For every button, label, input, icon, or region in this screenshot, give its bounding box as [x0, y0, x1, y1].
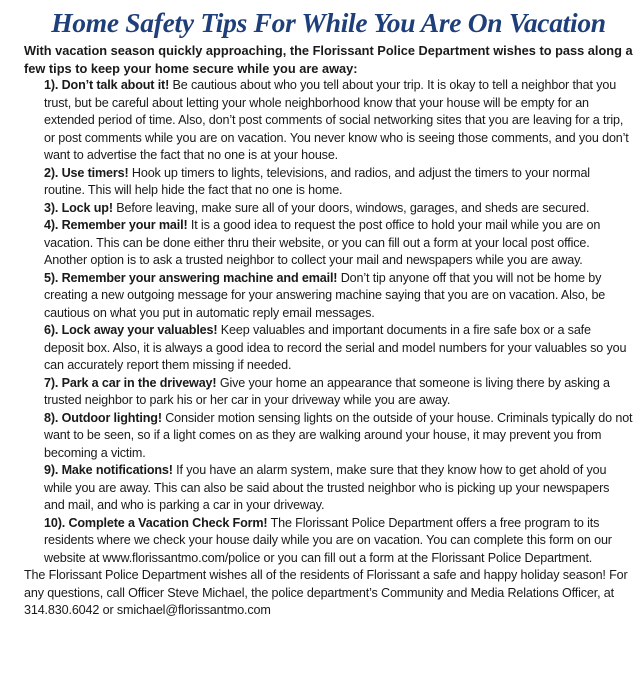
tip-item-7: [44, 375, 633, 410]
page-title: Home Safety Tips For While You Are On Vacation: [51, 7, 606, 38]
tip-item-9: [44, 462, 633, 515]
tip-item-10: [44, 515, 633, 568]
tip-heading: 4). Remember your mail!: [44, 218, 188, 232]
tip-body: Consider motion sensing lights on the outside of your house. Criminals typically do not want to be seen, so if a light comes on as they are walking around your house, it may prevent you from becoming a victim.: [44, 410, 633, 460]
tip-heading: 9). Make notifications!: [44, 463, 173, 477]
tip-item-3: [44, 200, 633, 218]
tip-heading: 3). Lock up!: [44, 200, 113, 215]
tip-heading: 10). Complete a Vacation Check Form!: [44, 515, 268, 530]
tip-heading: 8). Outdoor lighting!: [44, 410, 162, 425]
tip-body: Give your home an appearance that someone is living there by asking a trusted neighbor to park his or her car in your driveway while you are away.: [44, 375, 610, 407]
tip-item-4: [44, 217, 633, 270]
tip-item-5: [44, 270, 633, 323]
tips-list: [24, 77, 633, 567]
tip-body: If you have an alarm system, make sure that they know how to get ahold of you while you are away. This can also be said about the trusted neighbor who is picking up your newspapers and mail, and who is parking a car in your driveway.: [44, 463, 610, 512]
tip-item-2: [44, 165, 633, 200]
tip-body: It is a good idea to request the post office to hold your mail while you are on vacation. This can be done either thru their website, or you can fill out a form at your local post office. Another option is to ask a trusted neighbor to collect your mail and newspapers while you are away.: [44, 218, 601, 267]
tip-heading: 6). Lock away your valuables!: [44, 323, 218, 337]
tip-item-1: [44, 77, 633, 165]
tip-heading: 7). Park a car in the driveway!: [44, 375, 217, 390]
tip-item-8: [44, 410, 633, 463]
tip-item-6: [44, 322, 633, 375]
tip-body: Be cautious about who you tell about your trip. It is okay to tell a neighbor that you trust, but be careful about letting your whole neighborhood know that your house will be empty for an extended period of time. Also, don’t post comments of social networking sites that you are leaving for a trip, or post comments while you are on vacation. You never know who is seeing those comments, and you don’t want to advertise the fact that no one is at your house.: [44, 78, 629, 162]
tip-heading: 1). Don’t talk about it!: [44, 78, 170, 92]
tip-heading: 2). Use timers!: [44, 165, 129, 180]
closing-paragraph: The Florissant Police Department wishes all of the residents of Florissant a safe and happy holiday season! For any questions, call Officer Steve Michael, the police department’s Community and Media Relations Officer, at 314.830.6042 or smichael@florissantmo.com: [24, 568, 628, 617]
tip-heading: 5). Remember your answering machine and email!: [44, 270, 338, 285]
intro-paragraph: With vacation season quickly approaching, the Florissant Police Department wishes to pass along a few tips to keep your home secure while you are away:: [24, 43, 633, 76]
tip-body: Keep valuables and important documents in a fire safe box or a safe deposit box. Also, it is always a good idea to record the serial and model numbers for your valuables so you can accurately report them missing if needed.: [44, 323, 627, 372]
tip-body: Hook up timers to lights, televisions, and radios, and adjust the timers to your normal routine. This will help hide the fact that no one is home.: [44, 165, 590, 197]
tip-body: The Florissant Police Department offers a free program to its residents where we check your house daily while you are on vacation. You can complete this form on our website at www.florissantmo.com/police or you can fill out a form at the Florissant Police Department.: [44, 515, 612, 565]
tip-body: Don’t tip anyone off that you will not be home by creating a new outgoing message for your answering machine saying that you are on vacation. Also, be cautious on what you put in automatic reply email messages.: [44, 270, 606, 320]
tip-body: Before leaving, make sure all of your doors, windows, garages, and sheds are secured.: [116, 200, 590, 215]
